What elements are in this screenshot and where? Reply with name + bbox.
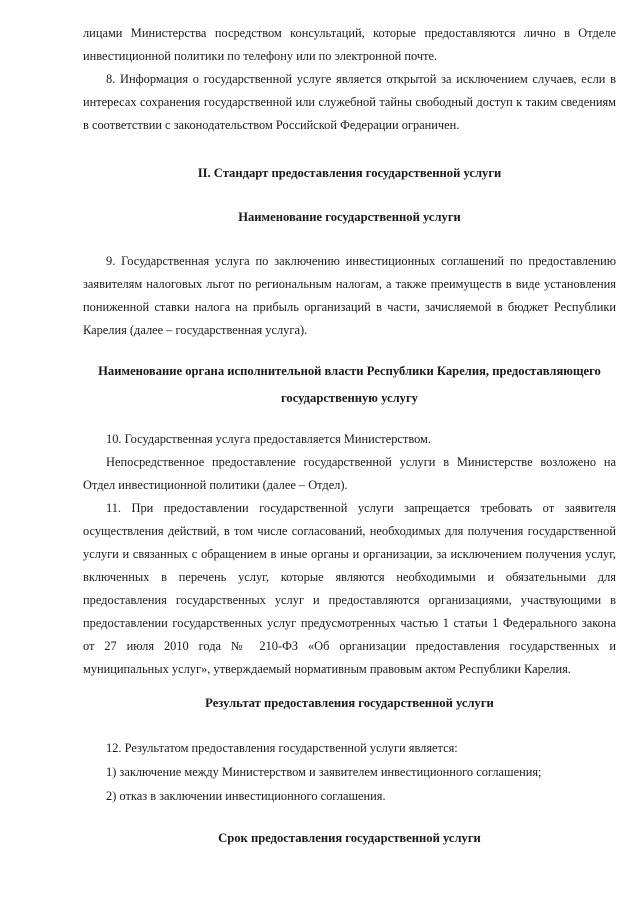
heading-result: Результат предоставления государственной услуги (205, 696, 494, 710)
section-title: II. Стандарт предоставления государственной услуги (197, 166, 502, 180)
heading-authority: Наименование органа исполнительной власти Республики Карелия, предоставляющего государственную услугу (98, 364, 601, 405)
paragraph-12: 12. Результатом предоставления государственной услуги является: (106, 741, 458, 755)
paragraph-8: 8. Информация о государственной услуге является открытой за исключением случаев, если в интересах сохранения государственной или служебной тайны свободный доступ к таким сведениям в соответствии с законодательством Российской Федерации ограничен. (83, 72, 616, 132)
paragraph-12-item-2: 2) отказ в заключении инвестиционного соглашения. (106, 789, 386, 803)
paragraph-11: 11. При предоставлении государственной услуги запрещается требовать от заявителя осуществления действий, в том числе согласований, необходимых для получения государственной услуги и связанных с обращением в иные органы и организации, за исключением получения услуг, включенных в перечень услуг, которые являются необходимыми и обязательными для предоставления государственных услуг и предоставляются организациями, участвующими в предоставлении государственных услуг предусмотренных частью 1 статьи 1 Федерального закона от 27 июля 2010 года № 210-ФЗ «Об организации предоставления государственных и муниципальных услуг», утверждаемый нормативным правовым актом Республики Карелия. (83, 501, 616, 676)
paragraph-12-item-1: 1) заключение между Министерством и заявителем инвестиционного соглашения; (106, 765, 542, 779)
heading-service-name: Наименование государственной услуги (238, 210, 461, 224)
paragraph-10-continued: Непосредственное предоставление государственной услуги в Министерстве возложено на Отдел инвестиционной политики (далее – Отдел). (83, 455, 616, 492)
paragraph-9: 9. Государственная услуга по заключению инвестиционных соглашений по предоставлению заявителям налоговых льгот по региональным налогам, а также преимуществ в виде установления пониженной ставки налога на прибыль организаций в части, зачисляемой в бюджет Республики Карелия (далее – государственная услуга). (83, 254, 616, 337)
heading-term: Срок предоставления государственной услуги (218, 831, 481, 845)
paragraph-10: 10. Государственная услуга предоставляется Министерством. (106, 432, 431, 446)
paragraph-intro: лицами Министерства посредством консультаций, которые предоставляются лично в Отделе инвестиционной политики по телефону или по электронной почте. (83, 26, 616, 63)
